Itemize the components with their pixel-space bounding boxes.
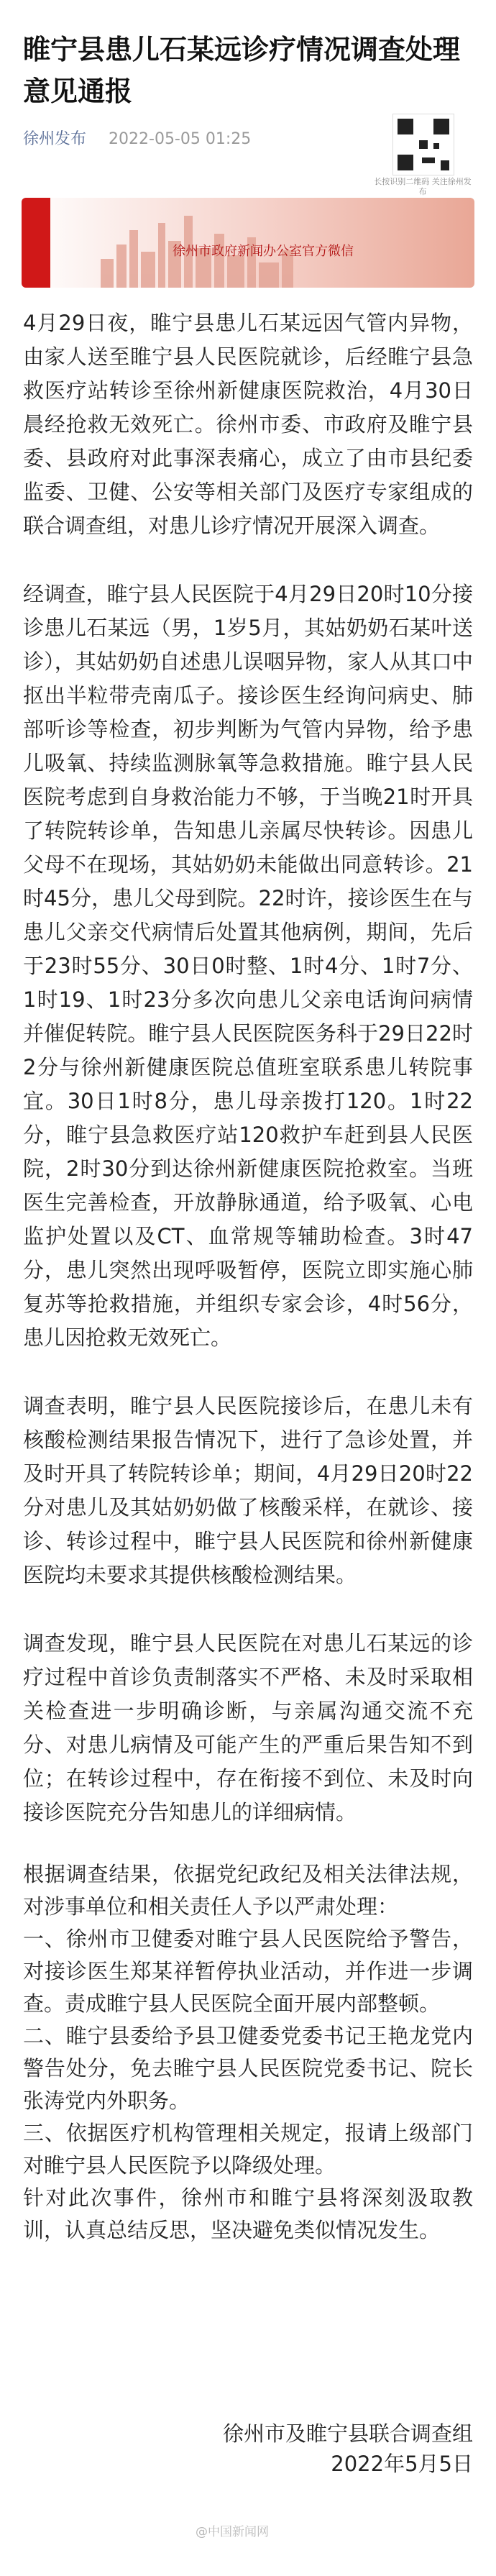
punishment-intro: 根据调查结果，依据党纪政纪及相关法律法规，对涉事单位和相关责任人予以严肃处理： [23,1862,473,1919]
signature-block [223,2419,473,2479]
banner-caption: 徐州市政府新闻办公室官方微信 [173,244,354,259]
paragraph-problems: 调查发现，睢宁县人民医院在对患儿石某远的诊疗过程中首诊负责制落实不严格、未及时采取相关检查进一步明确诊断，与亲属沟通交流不充分、对患儿病情及可能产生的严重后果告知不到位；在转诊过程中，存在衔接不到位、未及时向接诊医院充分告知患儿的详细病情。 [23,1631,473,1824]
qr-code-icon[interactable] [392,114,454,175]
punishment-section [23,1858,473,2247]
header-banner [22,198,474,288]
article-body [23,306,473,2247]
banner-red-bar [22,198,50,288]
signature-date: 2022年5月5日 [331,2452,473,2476]
article-title: 睢宁县患儿石某远诊疗情况调查处理意见通报 [23,34,461,107]
article-meta [23,128,339,151]
paragraph-investigation: 经调查，睢宁县人民医院于4月29日20时10分接诊患儿石某远（男，1岁5月，其姑奶奶石某叶送诊），其姑奶奶自述患儿误咽异物，家人从其口中抠出半粒带壳南瓜子。接诊医生经询问病史、肺部听诊等检查，初步判断为气管内异物，给予患儿吸氧、持续监测脉氧等急救措施。睢宁县人民医院考虑到自身救治能力不够，于当晚21时开具了转院转诊单，告知患儿亲属尽快转诊。因患儿父母不在现场，其姑奶奶未能做出同意转诊。21时45分，患儿父母到院。22时许，接诊医生在与患儿父亲交代病情后处置其他病例，期间，先后于23时55分、30日0时整、1时4分、1时7分、1时19、1时23分多次向患儿父亲电话询问病情并催促转院。睢宁县人民医院医务科于29日22时2分与徐州新健康医院总值班室联系患儿转院事宜。30日1时8分，患儿母亲拨打120。1时22分，睢宁县急救医疗站120救护车赶到县人民医院，2时30分到达徐州新健康医院抢救室。当班医生完善检查，开放静脉通道，给予吸氧、心电监护处置以及CT、血常规等辅助检查。3时47分，患儿突然出现呼吸暂停，医院立即实施心肺复苏等抢救措施，并组织专家会诊，4时56分，患儿因抢救无效死亡。 [23,582,473,1350]
publish-date: 2022-05-05 01:25 [109,130,252,148]
qr-tip-text: 长按识别二维码 关注徐州发布 [374,177,472,196]
punishment-item-2: 二、睢宁县委给予县卫健委党委书记王艳龙党内警告处分，免去睢宁县人民医院党委书记、院长张涛党内外职务。 [23,2024,473,2113]
punishment-item-1: 一、徐州市卫健委对睢宁县人民医院给予警告，对接诊医生郑某祥暂停执业活动，并作进一步调查。责成睢宁县人民医院全面开展内部整顿。 [23,1927,473,2016]
paragraph-incident: 4月29日夜，睢宁县患儿石某远因气管内异物，由家人送至睢宁县人民医院就诊，后经睢宁县急救医疗站转诊至徐州新健康医院救治，4月30日晨经抢救无效死亡。徐州市委、市政府及睢宁县委、县政府对此事深表痛心，成立了由市县纪委监委、卫健、公安等相关部门及医疗专家组成的联合调查组，对患儿诊疗情况开展深入调查。 [23,311,473,538]
paragraph-findings: 调查表明，睢宁县人民医院接诊后，在患儿未有核酸检测结果报告情况下，进行了急诊处置，并及时开具了转院转诊单；期间，4月29日20时22分对患儿及其姑奶奶做了核酸采样，在就诊、接诊、转诊过程中，睢宁县人民医院和徐州新健康医院均未要求其提供核酸检测结果。 [23,1394,473,1587]
punishment-item-3: 三、依据医疗机构管理相关规定，报请上级部门对睢宁县人民医院予以降级处理。 [23,2121,473,2178]
watermark-text: @中国新闻网 [196,2525,269,2539]
signature-org: 徐州市及睢宁县联合调查组 [222,2421,473,2446]
closing-statement: 针对此次事件，徐州市和睢宁县将深刻汲取教训，认真总结反思，坚决避免类似情况发生。 [23,2186,473,2242]
author-link[interactable]: 徐州发布 [23,130,87,148]
